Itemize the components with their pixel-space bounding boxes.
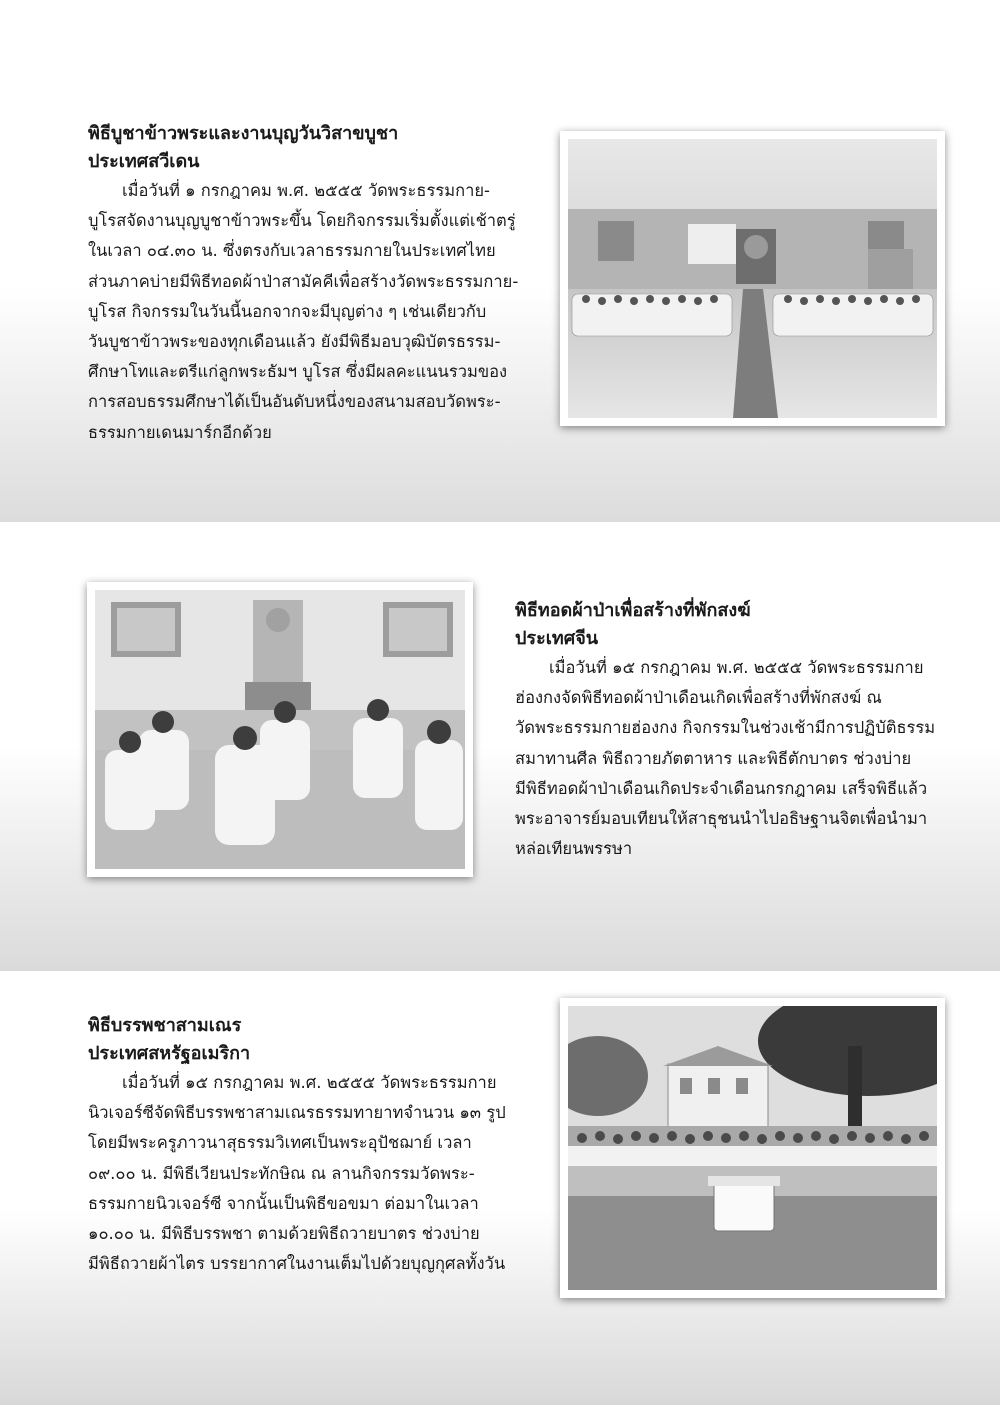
body-line: ๑๐.๐๐ น. มีพิธีบรรพชา ตามด้วยพิธีถวายบาตร ช่วงบ่าย xyxy=(88,1224,480,1244)
body-line: วัดพระธรรมกายฮ่องกง กิจกรรมในช่วงเช้ามีการปฏิบัติธรรม xyxy=(515,718,936,738)
body-line: โดยมีพระครูภาวนาสุธรรมวิเทศเป็นพระอุปัชฌาย์ เวลา xyxy=(88,1133,472,1153)
article-title xyxy=(88,120,528,176)
title-line: พิธีทอดผ้าป่าเพื่อสร้างที่พักสงฆ์ xyxy=(515,600,751,621)
body-line: วันบูชาข้าวพระของทุกเดือนแล้ว ยังมีพิธีมอบวุฒิบัตรธรรม- xyxy=(88,332,501,352)
body-line: การสอบธรรมศึกษาได้เป็นอันดับหนึ่งของสนามสอบวัดพระ- xyxy=(88,392,501,412)
body-line: ธรรมกายเดนมาร์กอีกด้วย xyxy=(88,422,272,442)
body-line: หล่อเทียนพรรษา xyxy=(515,839,633,859)
body-line: ฮ่องกงจัดพิธีทอดผ้าป่าเดือนเกิดเพื่อสร้างที่พักสงฆ์ ณ xyxy=(515,688,882,708)
body-line: ๐๙.๐๐ น. มีพิธีเวียนประทักษิณ ณ ลานกิจกรรมวัดพระ- xyxy=(88,1163,475,1183)
body-line: นิวเจอร์ซีจัดพิธีบรรพชาสามเณรธรรมทายาทจำนวน ๑๓ รูป xyxy=(88,1103,506,1123)
title-line: ประเทศจีน xyxy=(515,628,599,649)
body-line: เมื่อวันที่ ๑ กรกฎาคม พ.ศ. ๒๕๕๕ วัดพระธรรมกาย- xyxy=(122,181,490,200)
body-line: เมื่อวันที่ ๑๕ กรกฎาคม พ.ศ. ๒๕๕๕ วัดพระธรรมกาย xyxy=(122,1073,497,1092)
title-line: ประเทศสหรัฐอเมริกา xyxy=(88,1043,251,1064)
article-usa xyxy=(88,1012,528,1279)
photo-ceremony-hall-sweden xyxy=(568,139,937,418)
article-title xyxy=(88,1012,528,1068)
body-line: เมื่อวันที่ ๑๕ กรกฎาคม พ.ศ. ๒๕๕๕ วัดพระธรรมกาย xyxy=(549,658,924,677)
article-body xyxy=(88,176,528,448)
body-line: ส่วนภาคบ่ายมีพิธีทอดผ้าป่าสามัคคีเพื่อสร้างวัดพระธรรมกาย- xyxy=(88,271,519,291)
article-title xyxy=(515,597,950,653)
article-body xyxy=(88,1068,528,1279)
body-line: พระอาจารย์มอบเทียนให้สาธุชนนำไปอธิษฐานจิตเพื่อนำมา xyxy=(515,809,928,829)
body-line: ในเวลา ๐๔.๓๐ น. ซึ่งตรงกับเวลาธรรมกายในประเทศไทย xyxy=(88,241,496,261)
title-line: พิธีบรรพชาสามเณร xyxy=(88,1015,242,1036)
photo-outdoor-group-usa xyxy=(568,1006,937,1290)
photo-frame-sweden xyxy=(560,131,945,426)
body-line: สมาทานศีล พิธีถวายภัตตาหาร และพิธีตักบาตร ช่วงบ่าย xyxy=(515,748,912,768)
article-body xyxy=(515,653,950,864)
article-china xyxy=(515,597,950,864)
photo-ceremony-hall-china xyxy=(95,590,465,869)
photo-frame-china xyxy=(87,582,473,877)
body-line: มีพิธีทอดผ้าป่าเดือนเกิดประจำเดือนกรกฎาคม เสร็จพิธีแล้ว xyxy=(515,778,928,798)
title-line: พิธีบูชาข้าวพระและงานบุญวันวิสาขบูชา xyxy=(88,123,399,144)
photo-frame-usa xyxy=(560,998,945,1298)
article-sweden xyxy=(88,120,528,448)
body-line: ศึกษาโทและตรีแก่ลูกพระธัมฯ บูโรส ซึ่งมีผลคะแนนรวมของ xyxy=(88,362,508,382)
body-line: บูโรส กิจกรรมในวันนี้นอกจากจะมีบุญต่าง ๆ เช่นเดียวกับ xyxy=(88,301,487,321)
body-line: บูโรสจัดงานบุญบูชาข้าวพระขึ้น โดยกิจกรรมเริ่มตั้งแต่เช้าตรู่ xyxy=(88,211,516,231)
body-line: ธรรมกายนิวเจอร์ซี จากนั้นเป็นพิธีขอขมา ต่อมาในเวลา xyxy=(88,1193,479,1213)
title-line: ประเทศสวีเดน xyxy=(88,151,200,172)
body-line: มีพิธีถวายผ้าไตร บรรยากาศในงานเต็มไปด้วยบุญกุศลทั้งวัน xyxy=(88,1254,506,1274)
